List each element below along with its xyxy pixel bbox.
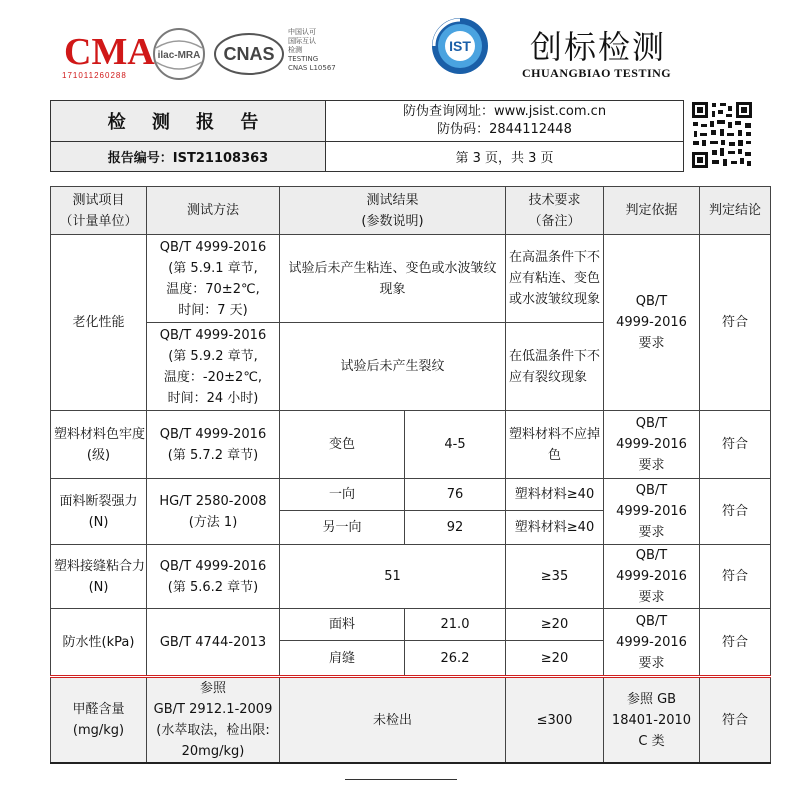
aging-requirement-high: 在高温条件下不应有粘连、变色或水波皱纹现象 (506, 235, 604, 323)
qr-code[interactable] (690, 100, 754, 170)
antifake-info (326, 100, 684, 142)
waterproof-label-2: 肩缝 (280, 641, 405, 677)
table-row (51, 479, 771, 511)
report-number: 报告编号：IST21108363 (50, 142, 326, 172)
brand-name-en: CHUANGBIAO TESTING (522, 66, 672, 80)
ilac-mra-logo (150, 26, 208, 82)
colorfast-requirement: 塑料材料不应掉色 (506, 411, 604, 479)
tensile-requirement-1: 塑料材料≥40 (506, 479, 604, 511)
waterproof-label-1: 面料 (280, 609, 405, 641)
col-header-method: 测试方法 (147, 187, 280, 235)
formaldehyde-result: 未检出 (280, 677, 506, 764)
formaldehyde-method: 参照 GB/T 2912.1-2009 (水萃取法，检出限: 20mg/kg) (147, 677, 280, 764)
cnas-logo-text: CNAS (223, 44, 275, 64)
seam-item: 塑料接缝粘合力 (N) (51, 545, 147, 609)
col-header-conclusion: 判定结论 (700, 187, 771, 235)
tensile-value-2: 92 (405, 511, 506, 545)
seam-method: QB/T 4999-2016 (第 5.6.2 章节) (147, 545, 280, 609)
table-row (51, 609, 771, 641)
cnas-accreditation-text: 中国认可 国际互认 检测 TESTING CNAS L10567 (288, 28, 336, 72)
aging-method-low: QB/T 4999-2016 (第 5.9.2 章节, 温度：-20±2℃, 时间：24 小时) (147, 323, 280, 411)
tensile-method: HG/T 2580-2008 (方法 1) (147, 479, 280, 545)
aging-conclusion: 符合 (700, 235, 771, 411)
tensile-basis: QB/T 4999-2016 要求 (604, 479, 700, 545)
table-row (51, 677, 771, 764)
waterproof-conclusion: 符合 (700, 609, 771, 677)
waterproof-value-2: 26.2 (405, 641, 506, 677)
cnas-logo (212, 26, 286, 82)
formaldehyde-item: 甲醛含量 (mg/kg) (51, 677, 147, 764)
colorfast-conclusion: 符合 (700, 411, 771, 479)
aging-basis: QB/T 4999-2016 要求 (604, 235, 700, 411)
waterproof-item: 防水性(kPa) (51, 609, 147, 677)
ist-logo (424, 16, 496, 76)
tensile-conclusion: 符合 (700, 479, 771, 545)
formaldehyde-conclusion: 符合 (700, 677, 771, 764)
seam-basis: QB/T 4999-2016 要求 (604, 545, 700, 609)
formaldehyde-requirement: ≤300 (506, 677, 604, 764)
waterproof-requirement-2: ≥20 (506, 641, 604, 677)
table-header-row (51, 187, 771, 235)
ist-logo-text: IST (449, 38, 471, 54)
seam-conclusion: 符合 (700, 545, 771, 609)
table-row (51, 545, 771, 609)
antifake-code: 防伪码：2844112448 (437, 122, 572, 137)
waterproof-requirement-1: ≥20 (506, 609, 604, 641)
col-header-item: 测试项目 （计量单位） (51, 187, 147, 235)
tensile-item: 面料断裂强力 (N) (51, 479, 147, 545)
waterproof-value-1: 21.0 (405, 609, 506, 641)
page-info: 第 3 页，共 3 页 (326, 142, 684, 172)
seam-requirement: ≥35 (506, 545, 604, 609)
table-row (51, 235, 771, 323)
colorfast-item: 塑料材料色牢度 (级) (51, 411, 147, 479)
waterproof-basis: QB/T 4999-2016 要求 (604, 609, 700, 677)
tensile-value-1: 76 (405, 479, 506, 511)
waterproof-method: GB/T 4744-2013 (147, 609, 280, 677)
page-footer-line (345, 779, 457, 780)
aging-method-high: QB/T 4999-2016 (第 5.9.1 章节, 温度：70±2℃, 时间：7 天) (147, 235, 280, 323)
ilac-logo-text: ilac-MRA (157, 50, 201, 61)
brand-name-cn: 创标检测 (530, 28, 667, 66)
aging-item: 老化性能 (51, 235, 147, 411)
colorfast-value: 4-5 (405, 411, 506, 479)
verify-website[interactable]: 防伪查询网址：www.jsist.com.cn (402, 104, 607, 119)
test-results-table (50, 186, 801, 766)
cma-logo-text: CMA (64, 31, 155, 73)
aging-result-high: 试验后未产生粘连、变色或水波皱纹现象 (280, 235, 506, 323)
report-title: 检 测 报 告 (50, 100, 326, 142)
cma-number: 171011260288 (62, 71, 127, 80)
colorfast-method: QB/T 4999-2016 (第 5.7.2 章节) (147, 411, 280, 479)
colorfast-label: 变色 (280, 411, 405, 479)
colorfast-basis: QB/T 4999-2016 要求 (604, 411, 700, 479)
tensile-requirement-2: 塑料材料≥40 (506, 511, 604, 545)
aging-requirement-low: 在低温条件下不应有裂纹现象 (506, 323, 604, 411)
seam-value: 51 (280, 545, 506, 609)
table-row (51, 411, 771, 479)
col-header-result: 测试结果 (参数说明) (280, 187, 506, 235)
col-header-requirement: 技术要求 （备注） (506, 187, 604, 235)
tensile-label-2: 另一向 (280, 511, 405, 545)
tensile-label-1: 一向 (280, 479, 405, 511)
col-header-basis: 判定依据 (604, 187, 700, 235)
aging-result-low: 试验后未产生裂纹 (280, 323, 506, 411)
formaldehyde-basis: 参照 GB 18401-2010 C 类 (604, 677, 700, 764)
report-header (50, 100, 684, 172)
